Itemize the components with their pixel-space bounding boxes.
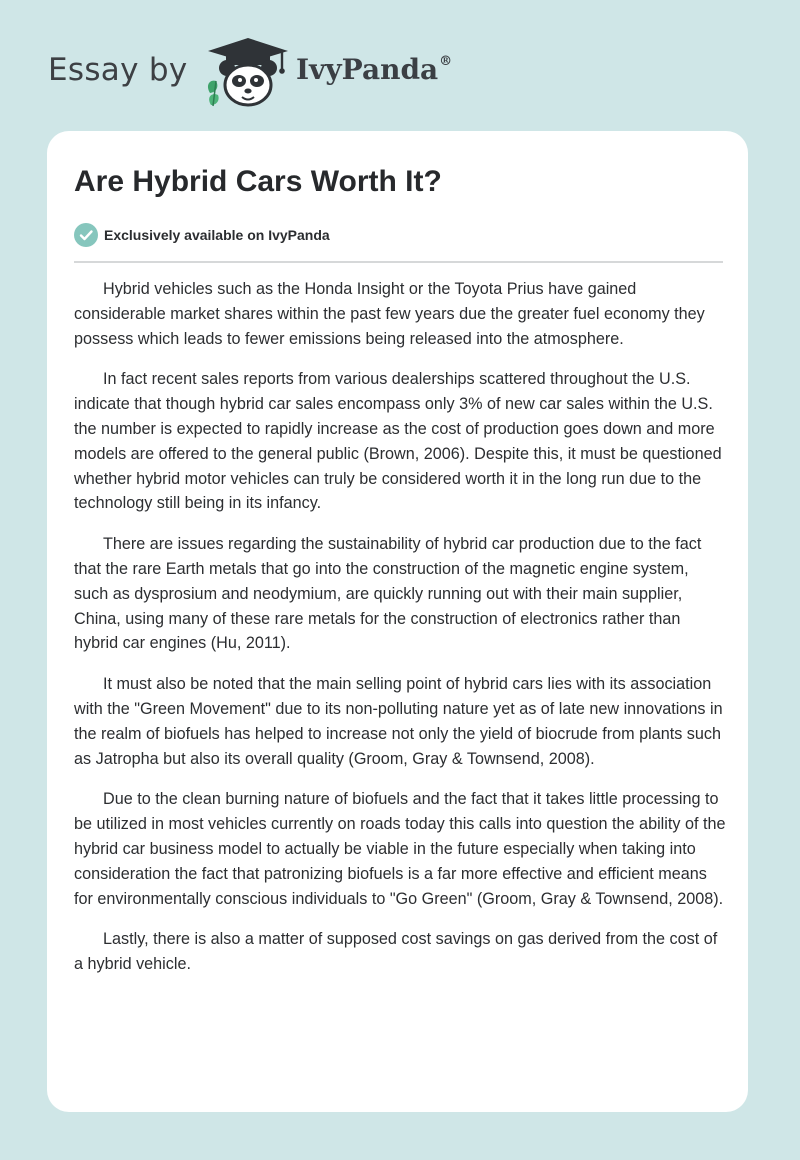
paragraph: Lastly, there is also a matter of supposed cost savings on gas derived from the cost of a hybrid vehicle.	[74, 930, 718, 974]
page-title: Are Hybrid Cars Worth It?	[74, 165, 442, 198]
site-header	[48, 36, 508, 108]
registered-mark: ®	[439, 53, 453, 69]
paragraph: It must also be noted that the main selling point of hybrid cars lies with its association with the "Green Movement" due to its non-polluting nature yet as of late new innovations in the realm of biofuels has helped to increase not only the yield of biocrude from plants such as Jatropha but also its overall quality (Groom, Gray & Townsend, 2008).	[74, 675, 723, 768]
panda-graduate-logo-icon[interactable]	[202, 36, 294, 108]
paragraph: There are issues regarding the sustainability of hybrid car production due to the fact that the rare Earth metals that go into the construction of the magnetic engine system, such as dysprosium and neodymium, are quickly running out with their main supplier, China, using many of these rare metals for the construction of electronics rather than hybrid car engines (Hu, 2011).	[74, 535, 702, 653]
essay-card	[47, 131, 748, 1112]
brand-name[interactable]	[296, 53, 452, 86]
essay-body	[74, 277, 726, 993]
paragraph: Due to the clean burning nature of biofuels and the fact that it takes little processing to be utilized in most vehicles currently on roads today this calls into question the ability of the hybrid car business model to actually be viable in the future especially when taking into consideration the fact that patronizing biofuels is a far more effective and efficient means for environmentally conscious individuals to "Go Green" (Groom, Gray & Townsend, 2008).	[74, 790, 726, 908]
exclusive-notice	[74, 222, 330, 248]
exclusive-label: Exclusively available on IvyPanda	[104, 227, 330, 243]
paragraph: In fact recent sales reports from various dealerships scattered throughout the U.S. indicate that though hybrid car sales encompass only 3% of new car sales within the U.S. the number is expected to rapidly increase as the cost of production goes down and more models are offered to the general public (Brown, 2006). Despite this, it must be questioned whether hybrid motor vehicles can truly be considered worth it in the long run due to the technology still being in its infancy.	[74, 370, 722, 513]
essay-by-label: Essay by	[48, 52, 188, 88]
paragraph: Hybrid vehicles such as the Honda Insight or the Toyota Prius have gained considerable market shares within the past few years due the greater fuel economy they possess which leads to fewer emissions being released into the atmosphere.	[74, 280, 705, 348]
brand-name-text: IvyPanda	[296, 53, 439, 86]
check-icon	[74, 223, 98, 247]
divider	[74, 261, 723, 263]
